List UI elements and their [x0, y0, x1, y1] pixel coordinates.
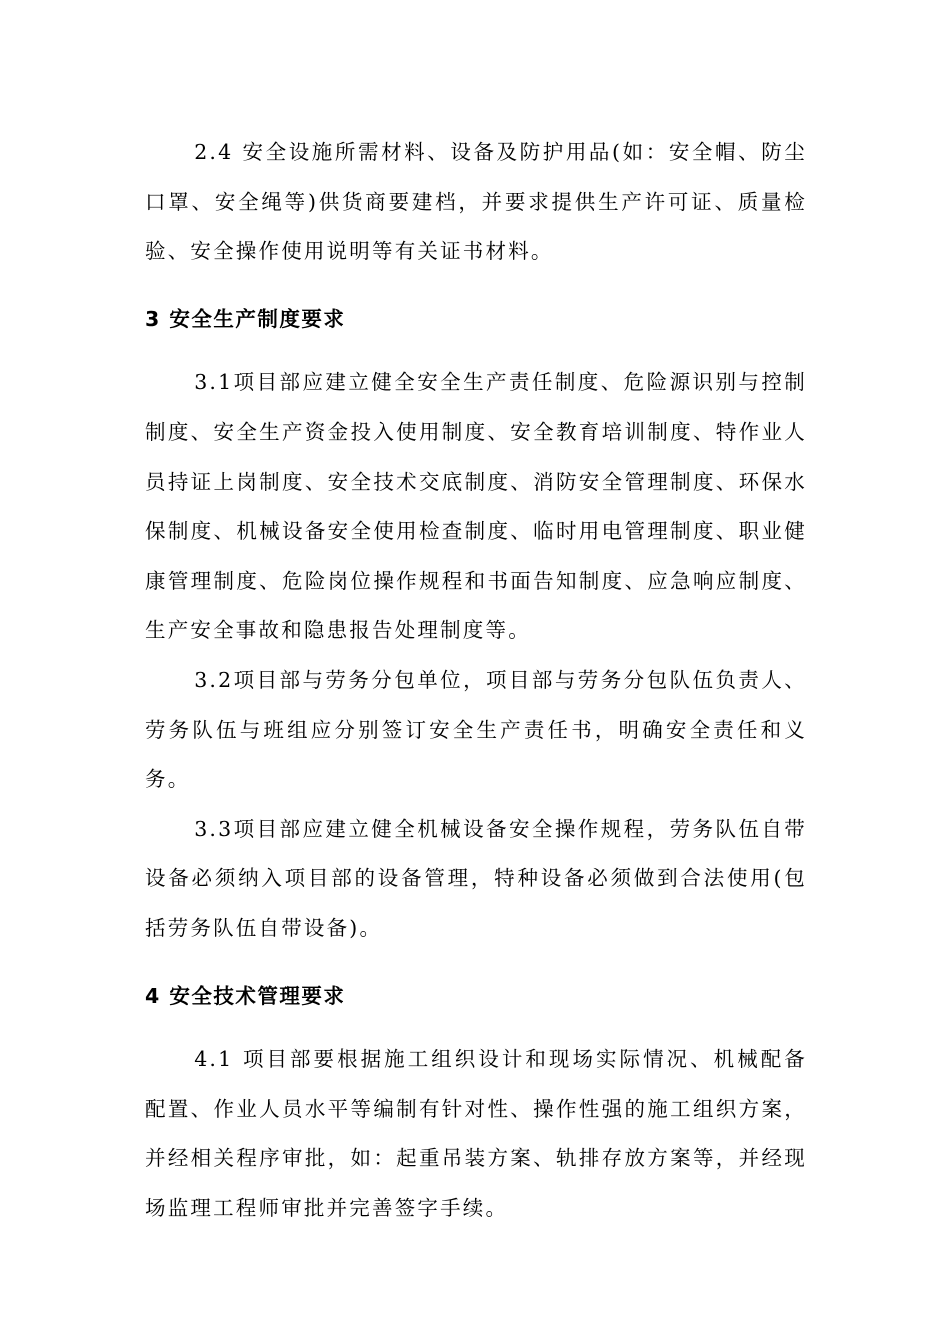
document-body [145, 128, 807, 1233]
paragraph-3-2: 3.2项目部与劳务分包单位，项目部与劳务分包队伍负责人、劳务队伍与班组应分别签订安全生产责任书，明确安全责任和义务。 [145, 667, 807, 792]
paragraph-3-3: 3.3项目部应建立健全机械设备安全操作规程，劳务队伍自带设备必须纳入项目部的设备管理，特种设备必须做到合法使用(包括劳务队伍自带设备)。 [145, 816, 807, 940]
section-heading-3: 3 安全生产制度要求 [145, 306, 346, 331]
paragraph-4-1: 4.1 项目部要根据施工组织设计和现场实际情况、机械配备配置、作业人员水平等编制有针对性、操作性强的施工组织方案，并经相关程序审批，如：起重吊装方案、轨排存放方案等，并经现场监理工程师审批并完善签字手续。 [145, 1047, 807, 1220]
section-heading-4: 4 安全技术管理要求 [145, 983, 346, 1008]
paragraph-3-1: 3.1项目部应建立健全安全生产责任制度、危险源识别与控制制度、安全生产资金投入使用制度、安全教育培训制度、特作业人员持证上岗制度、安全技术交底制度、消防安全管理制度、环保水保制度、机械设备安全使用检查制度、临时用电管理制度、职业健康管理制度、危险岗位操作规程和书面告知制度、应急响应制度、生产安全事故和隐患报告处理制度等。 [145, 370, 807, 643]
paragraph-2-4: 2.4 安全设施所需材料、设备及防护用品(如：安全帽、防尘口罩、安全绳等)供货商要建档，并要求提供生产许可证、质量检验、安全操作使用说明等有关证书材料。 [145, 140, 807, 264]
